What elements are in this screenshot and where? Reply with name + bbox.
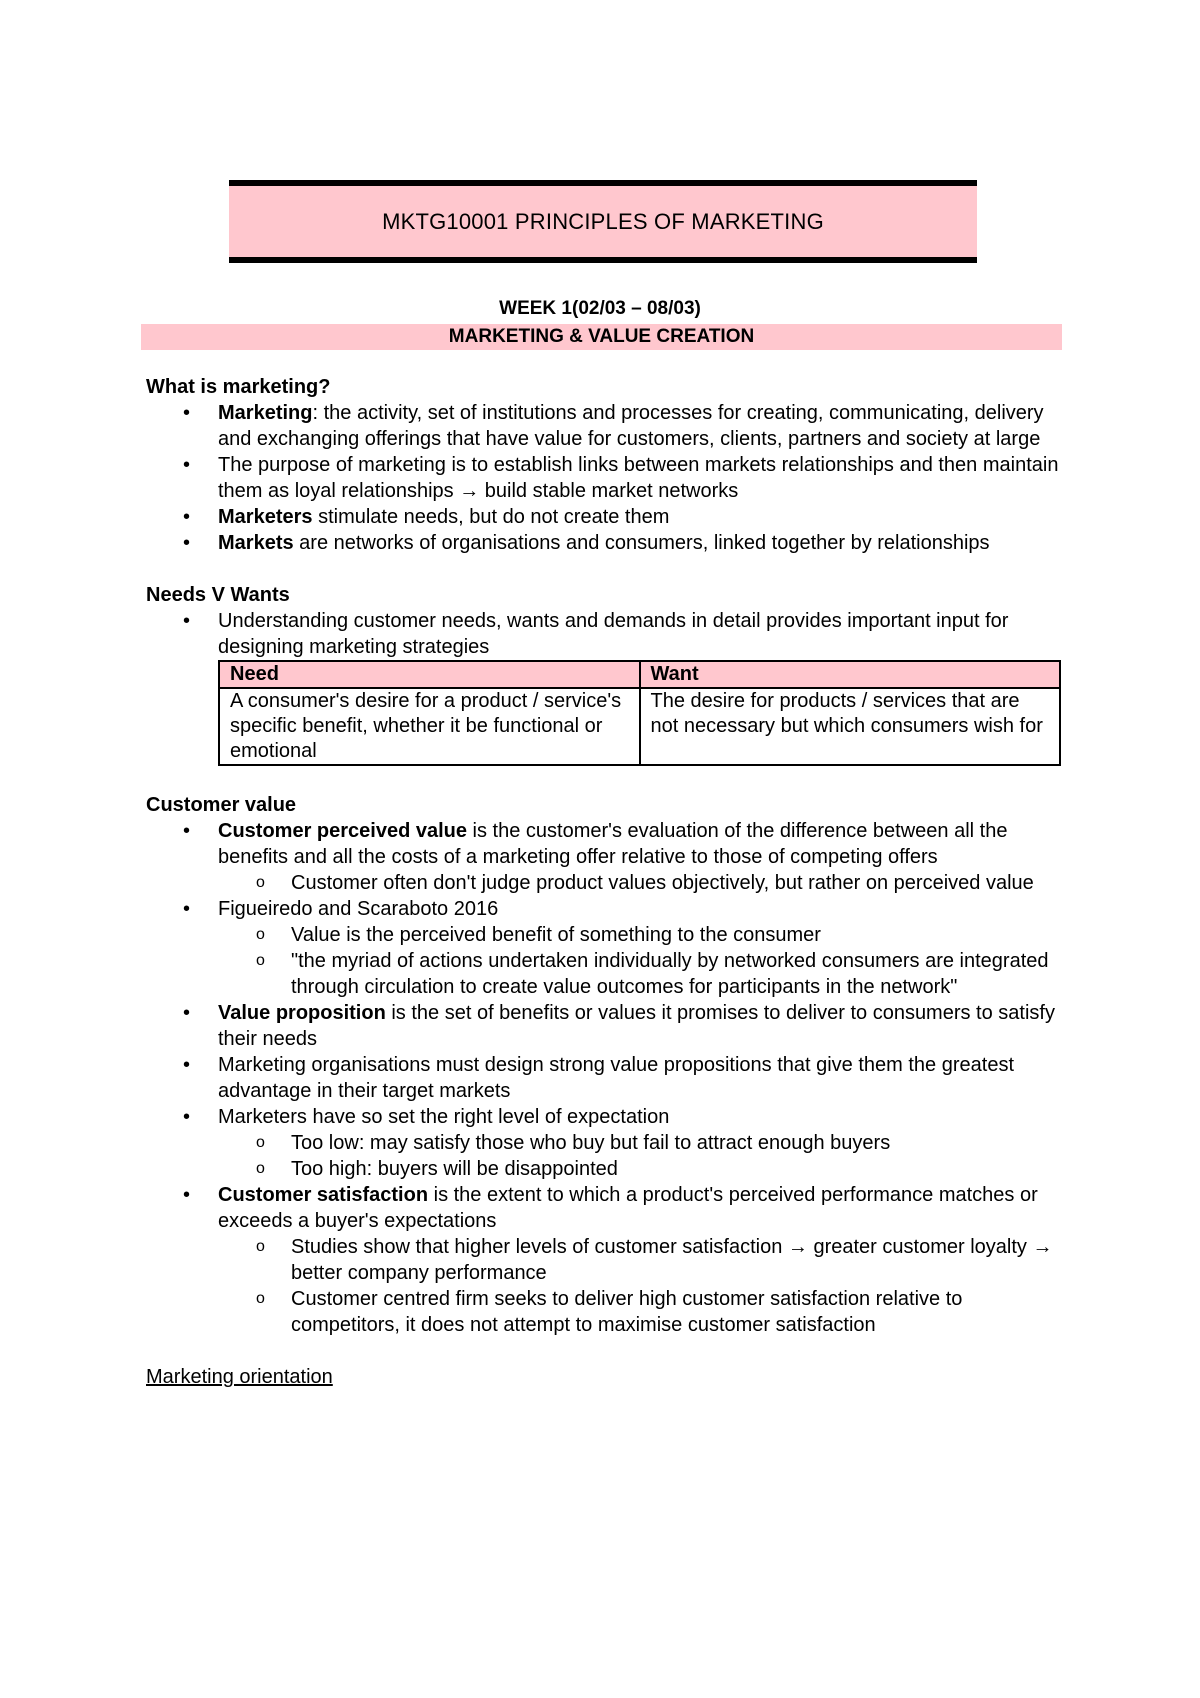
sub-bullet-text: Customer often don't judge product values objectively, but rather on perceived value: [291, 872, 1034, 894]
list-item: [146, 608, 1066, 660]
course-title-box: [229, 180, 977, 263]
bullet-text: Marketers have so set the right level of expectation: [218, 1106, 670, 1128]
sub-list-item: [146, 1234, 1066, 1286]
term: Customer perceived value: [218, 820, 467, 842]
term: Customer satisfaction: [218, 1184, 429, 1206]
definition-text: is the set of benefits or values it promises to deliver to consumers to satisfy their needs: [218, 1002, 1055, 1050]
section-heading-marketing-orientation: Marketing orientation: [146, 1366, 333, 1388]
table-cell-want: The desire for products / services that are not necessary but which consumers wish for: [640, 688, 1061, 765]
table-header-need: Need: [219, 661, 640, 688]
sub-list-item: [146, 1130, 1066, 1156]
list-item: [146, 896, 1066, 922]
course-title: MKTG10001 PRINCIPLES OF MARKETING: [382, 208, 824, 234]
bullet-text: Marketing organisations must design strong value propositions that give them the greatest advantage in their target markets: [218, 1054, 1014, 1102]
bullet-text: Understanding customer needs, wants and demands in detail provides important input for designing marketing strategies: [218, 610, 1009, 658]
term: Markets: [218, 532, 294, 554]
sub-list-item: [146, 948, 1066, 1000]
section-heading-what-is-marketing: What is marketing?: [146, 376, 331, 398]
sub-bullet-text: Too high: buyers will be disappointed: [291, 1158, 618, 1180]
term: Value proposition: [218, 1002, 386, 1024]
table-header-row: [219, 661, 1060, 688]
topic-banner: [141, 324, 1062, 350]
section-heading-customer-value: Customer value: [146, 794, 297, 816]
sub-bullet-text: "the myriad of actions undertaken individually by networked consumers are integrated through circulation to create value outcomes for participants in the network": [291, 950, 1049, 998]
table-header-want: Want: [640, 661, 1061, 688]
bullet-list: [146, 608, 1066, 660]
sub-list-item: [146, 870, 1066, 896]
sub-list-item: [146, 1156, 1066, 1182]
list-item: [146, 1000, 1066, 1052]
definition-text: are networks of organisations and consumers, linked together by relationships: [293, 532, 990, 554]
definition-text: stimulate needs, but do not create them: [312, 506, 670, 528]
bullet-list: [146, 818, 1066, 1338]
topic-title: MARKETING & VALUE CREATION: [448, 326, 755, 347]
needs-wants-table: [218, 660, 1061, 766]
list-item: [146, 1052, 1066, 1104]
definition-text: is the customer's evaluation of the difference between all the benefits and all the costs of a marketing offer relative to those of competing offers: [218, 820, 1008, 868]
list-item: [146, 504, 1066, 530]
list-item: [146, 818, 1066, 870]
bullet-list: [146, 400, 1066, 556]
sub-bullet-text: Customer centred firm seeks to deliver high customer satisfaction relative to competitors, it does not attempt to maximise customer satisfaction: [291, 1288, 963, 1336]
sub-list-item: [146, 1286, 1066, 1338]
table-cell-need: A consumer's desire for a product / service's specific benefit, whether it be functional or emotional: [219, 688, 640, 765]
week-heading: WEEK 1(02/03 – 08/03): [499, 298, 701, 319]
sub-bullet-text: Studies show that higher levels of customer satisfaction → greater customer loyalty → better company performance: [291, 1236, 1053, 1284]
bullet-text: Figueiredo and Scaraboto 2016: [218, 898, 499, 920]
definition-text: is the extent to which a product's perceived performance matches or exceeds a buyer's expectations: [218, 1184, 1038, 1232]
table-row: [219, 688, 1060, 765]
list-item: [146, 1182, 1066, 1234]
notes-body: [146, 374, 1066, 1390]
bullet-text: The purpose of marketing is to establish links between markets relationships and then maintain them as loyal relationships → build stable market networks: [218, 454, 1059, 502]
list-item: [146, 1104, 1066, 1130]
list-item: [146, 452, 1066, 504]
sub-bullet-text: Too low: may satisfy those who buy but fail to attract enough buyers: [291, 1132, 891, 1154]
list-item: [146, 530, 1066, 556]
definition-text: : the activity, set of institutions and processes for creating, communicating, delivery and exchanging offerings that have value for customers, clients, partners and society at large: [218, 402, 1044, 450]
term: Marketing: [218, 402, 313, 424]
section-heading-needs-wants: Needs V Wants: [146, 584, 290, 606]
term: Marketers: [218, 506, 313, 528]
sub-list-item: [146, 922, 1066, 948]
sub-bullet-text: Value is the perceived benefit of something to the consumer: [291, 924, 821, 946]
list-item: [146, 400, 1066, 452]
